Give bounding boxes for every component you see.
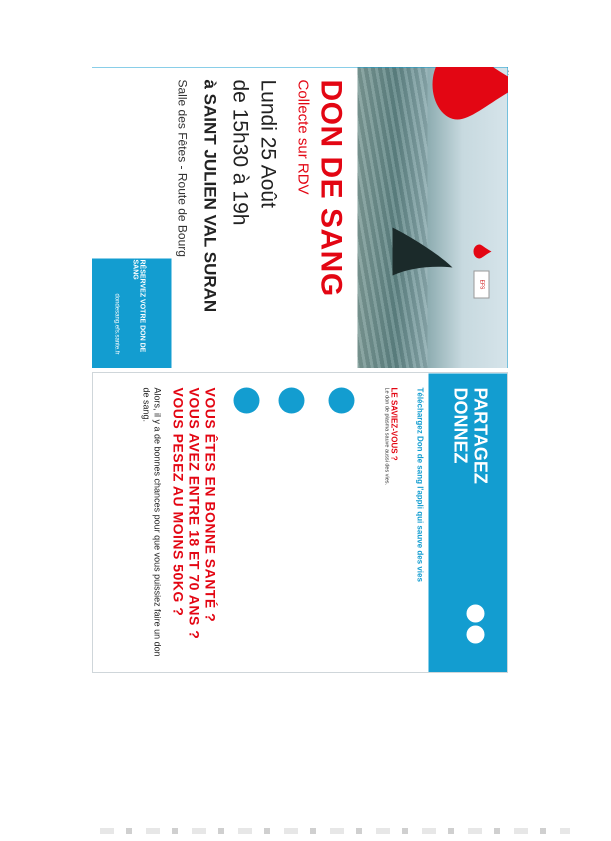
partner-logos <box>463 605 485 665</box>
did-you-know-title: LE SAVIEZ-VOUS ? <box>389 387 399 461</box>
scan-artifacts <box>100 828 570 834</box>
headline-line-3: VOUS PESEZ AU MOINS 50KG ? <box>170 387 187 617</box>
headline-line-2: VOUS AVEZ ENTRE 18 ET 70 ANS ? <box>186 387 203 640</box>
intro-text: Alors, il y a de bonnes chances pour que vous puissiez faire un don de sang. <box>141 387 163 657</box>
small-drop-logo-icon <box>474 245 492 259</box>
shark-fin-icon <box>393 228 453 276</box>
partner-logo-icon <box>467 605 485 623</box>
sea-photo <box>358 68 508 369</box>
info-flyer <box>92 372 508 673</box>
poster-title: DON DE SANG <box>314 79 348 297</box>
poster-subtitle: Collecte sur RDV <box>294 79 312 195</box>
collection-place: à SAINT JULIEN VAL SURAN <box>200 79 220 313</box>
reserve-site: dondesang.efs.sante.fr <box>113 293 120 355</box>
app-download-line: Téléchargez Don de sang l'appli qui sauve des vies <box>415 387 425 582</box>
did-you-know <box>383 388 399 658</box>
slogan <box>451 388 491 484</box>
did-you-know-body: Le don de plasma sauve aussi des vies. <box>383 387 390 486</box>
heart-hands-icon <box>329 388 355 414</box>
headline-line-1: VOUS ÊTES EN BONNE SANTÉ ? <box>202 387 219 623</box>
slogan-line-2: DONNEZ <box>450 387 471 464</box>
partner-logo-icon <box>467 626 485 644</box>
headline <box>171 388 219 658</box>
slogan-band <box>429 374 509 674</box>
efs-logo: EFS <box>474 271 490 299</box>
reservation-panel <box>92 259 172 369</box>
poster-flyer <box>92 67 508 368</box>
collection-address: Salle des Fêtes - Route de Bourg <box>175 79 190 257</box>
collection-hours: de 15h30 à 19h <box>228 79 252 226</box>
poster-text-panel <box>92 68 358 369</box>
reserve-cta: RÉSERVEZ VOTRE DON DE SANG <box>131 259 146 353</box>
slogan-line-1: PARTAGEZ <box>470 387 491 484</box>
blood-bag-icon <box>234 388 260 414</box>
blood-drop-icon <box>433 67 509 120</box>
collection-date: Lundi 25 Août <box>256 79 280 208</box>
calendar-icon <box>279 388 305 414</box>
